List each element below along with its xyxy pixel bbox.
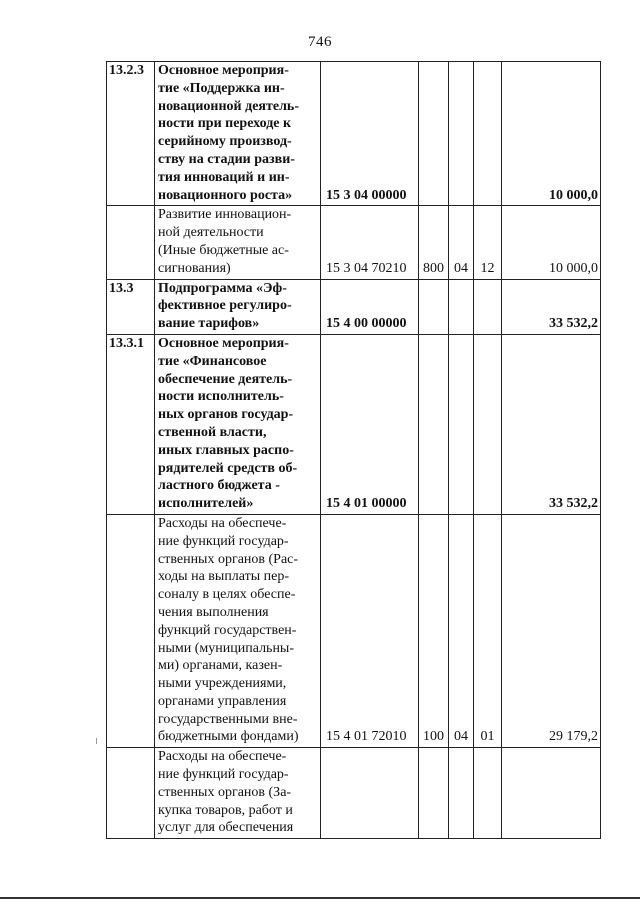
row-name: Подпрограмма «Эф- фективное регулиро- вание тарифов» (155, 279, 321, 334)
target-article-code: 15 4 00 00000 (321, 279, 419, 334)
section-code (449, 62, 474, 206)
table-row (107, 62, 601, 206)
subsection-code (474, 334, 502, 514)
target-article-code: 15 3 04 70210 (321, 206, 419, 279)
expense-type-code (419, 279, 449, 334)
target-article-code: 15 3 04 00000 (321, 62, 419, 206)
amount: 10 000,0 (502, 62, 601, 206)
row-name: Основное мероприя- тие «Поддержка ин- новационной деятель- ности при переходе к серийному производ- ству на стадии разви- тия инноваций и ин- новационного роста» (155, 62, 321, 206)
subsection-code (474, 62, 502, 206)
row-number (107, 206, 155, 279)
section-code (449, 279, 474, 334)
subsection-code: 01 (474, 514, 502, 747)
expense-type-code: 100 (419, 514, 449, 747)
page-number: 746 (308, 34, 332, 50)
amount: 29 179,2 (502, 514, 601, 747)
scan-artifact-mark (96, 738, 97, 744)
amount (502, 748, 601, 839)
section-code: 04 (449, 206, 474, 279)
amount: 10 000,0 (502, 206, 601, 279)
subsection-code: 12 (474, 206, 502, 279)
subsection-code (474, 279, 502, 334)
expense-type-code (419, 62, 449, 206)
subsection-code (474, 748, 502, 839)
page-bottom-rule (0, 897, 640, 899)
row-number (107, 514, 155, 747)
row-number: 13.3 (107, 279, 155, 334)
section-code (449, 334, 474, 514)
table-row (107, 206, 601, 279)
table-row (107, 334, 601, 514)
row-number: 13.3.1 (107, 334, 155, 514)
table-row (107, 748, 601, 839)
target-article-code (321, 748, 419, 839)
row-name: Расходы на обеспече- ние функций государ- ственных органов (Рас- ходы на выплаты пер- соналу в целях обеспе- чения выполнения функций государствен- ными (муниципальны- ми) органами, казен- ными учреждениями, органами управления государственными вне- бюджетными фондами) (155, 514, 321, 747)
budget-table (106, 61, 601, 839)
target-article-code: 15 4 01 72010 (321, 514, 419, 747)
row-name: Расходы на обеспече- ние функций государ- ственных органов (За- купка товаров, работ и услуг для обеспечения (155, 748, 321, 839)
table-row (107, 279, 601, 334)
row-number (107, 748, 155, 839)
amount: 33 532,2 (502, 334, 601, 514)
expense-type-code (419, 334, 449, 514)
table-row (107, 514, 601, 747)
section-code (449, 748, 474, 839)
expense-type-code: 800 (419, 206, 449, 279)
row-number: 13.2.3 (107, 62, 155, 206)
row-name: Основное мероприя- тие «Финансовое обеспечение деятель- ности исполнитель- ных органов государ- ственной власти, иных главных распо- рядителей средств об- ластного бюджета - исполнителей» (155, 334, 321, 514)
target-article-code: 15 4 01 00000 (321, 334, 419, 514)
section-code: 04 (449, 514, 474, 747)
amount: 33 532,2 (502, 279, 601, 334)
row-name: Развитие инновацион- ной деятельности (Иные бюджетные ас- сигнования) (155, 206, 321, 279)
expense-type-code (419, 748, 449, 839)
